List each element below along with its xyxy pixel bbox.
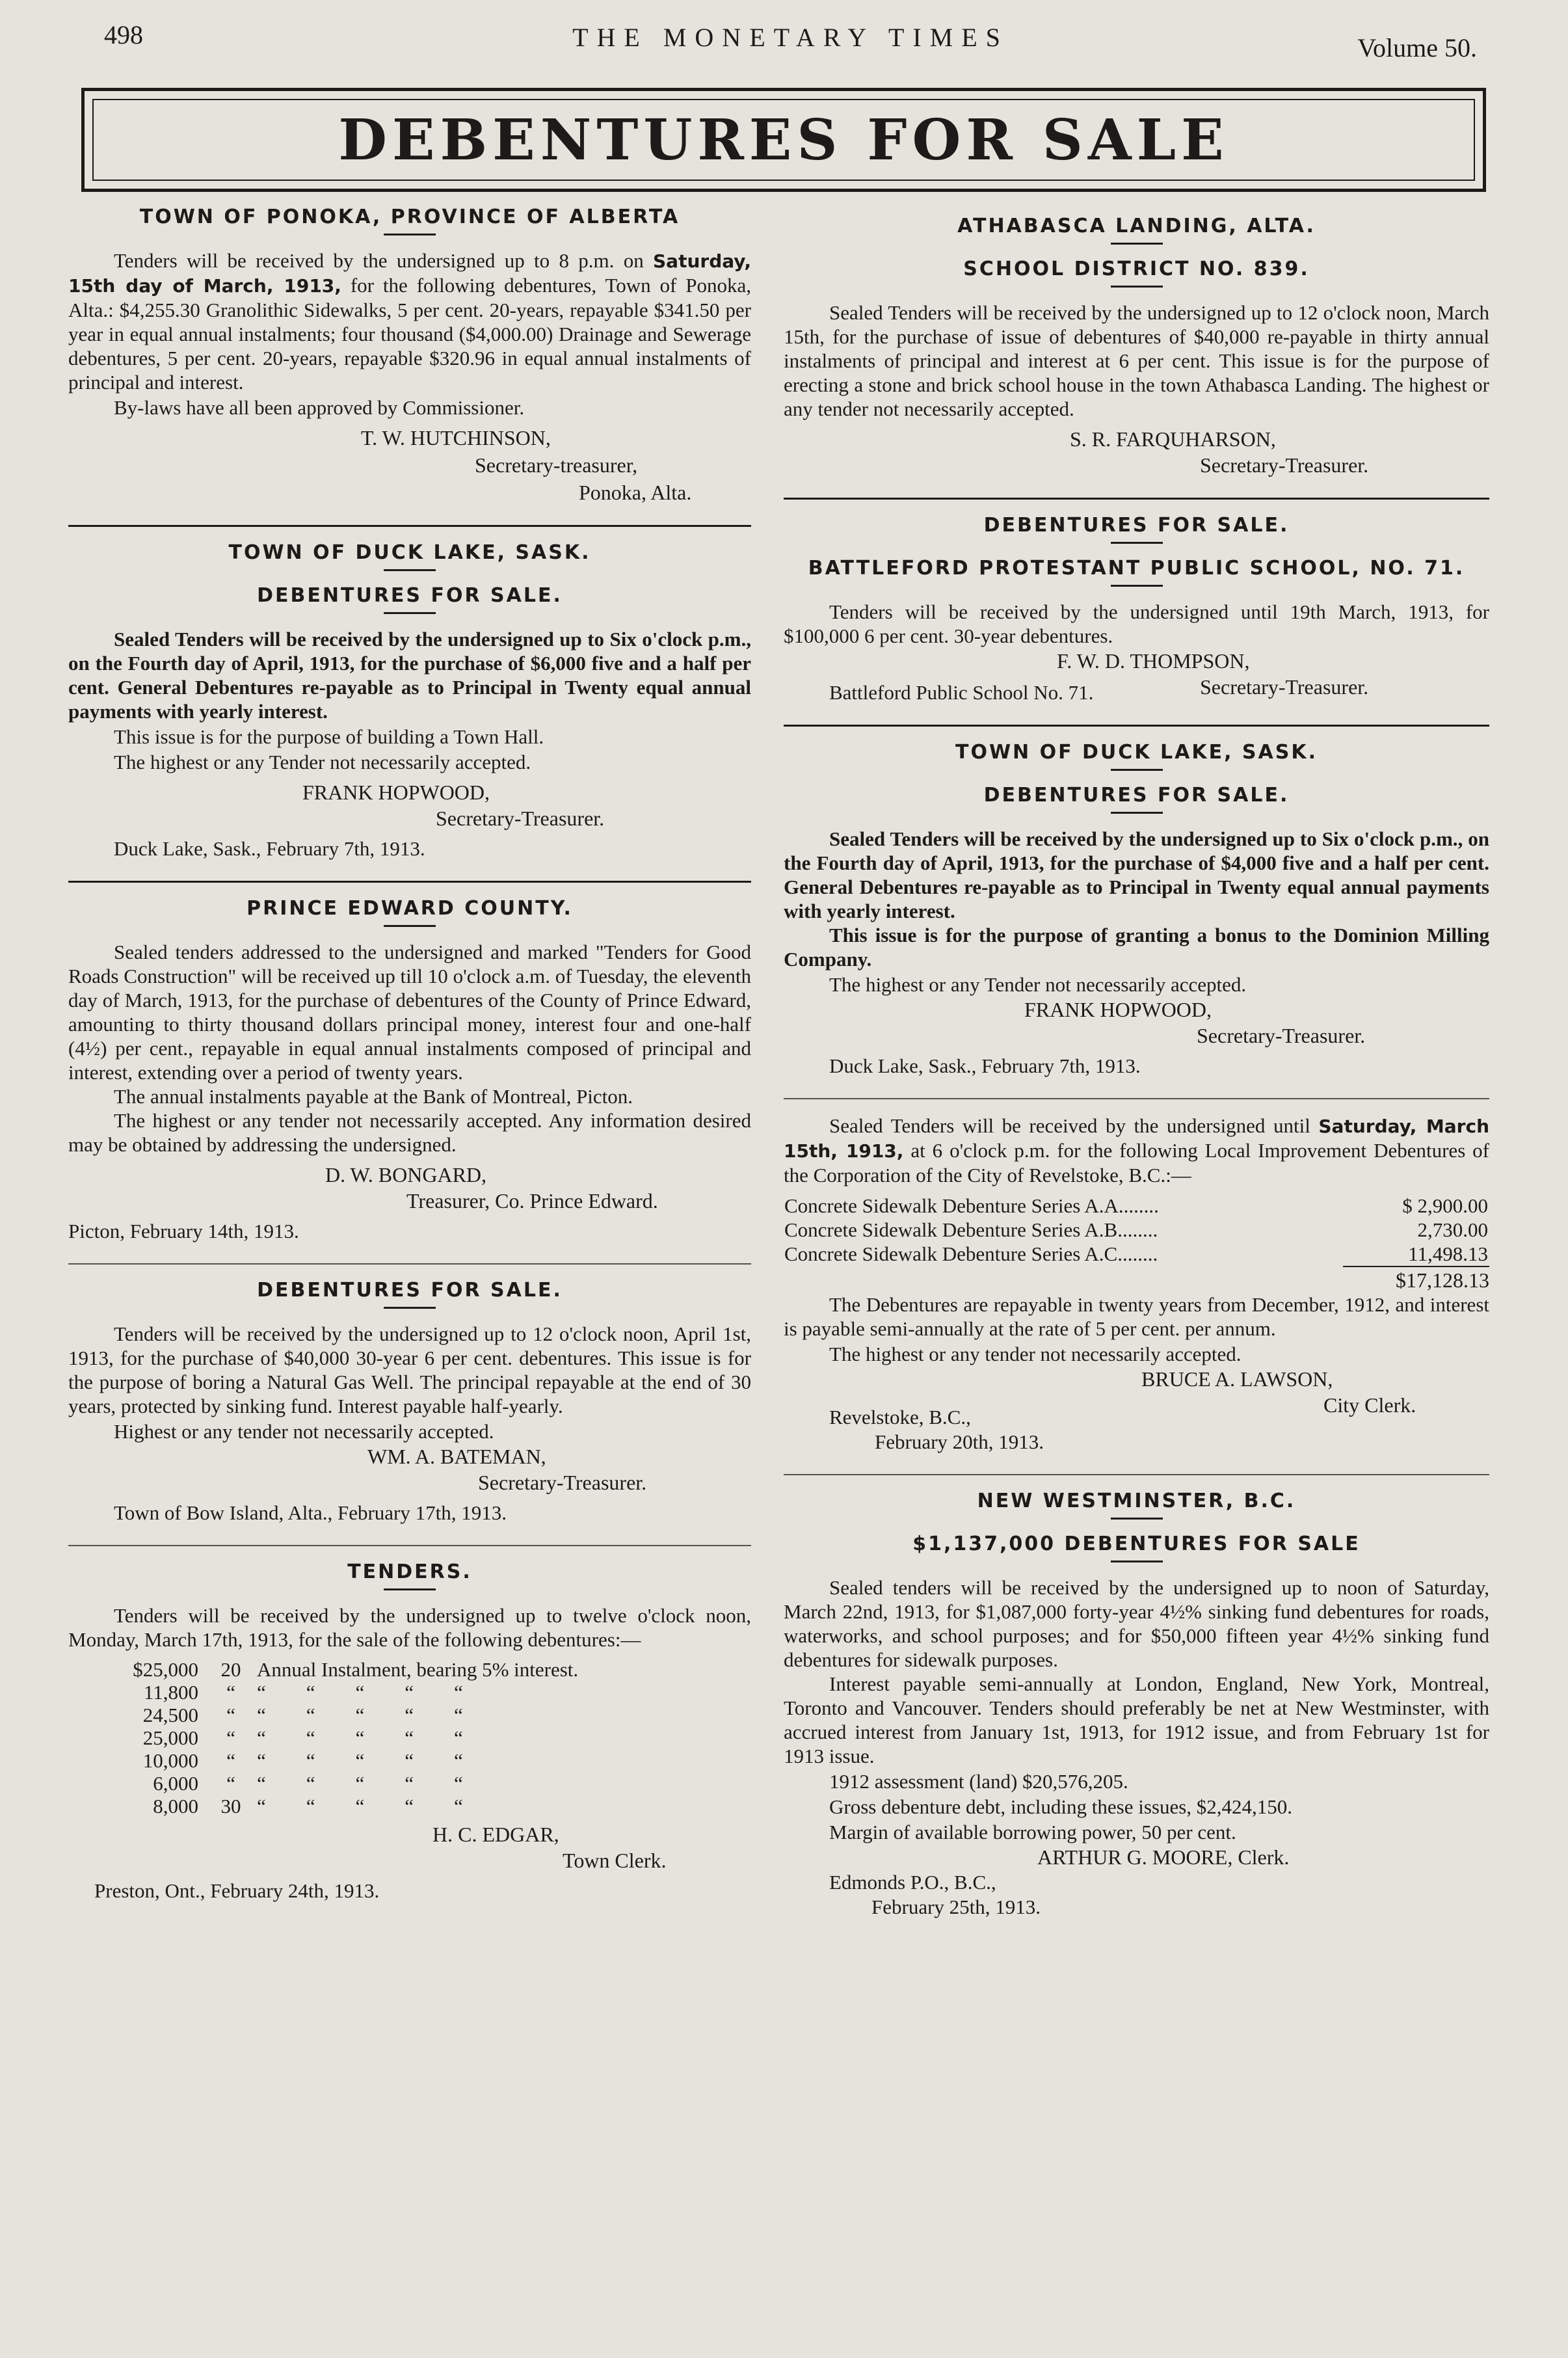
debenture-years: 20 bbox=[220, 1658, 241, 1681]
signatory-name: S. R. FARQUHARSON, bbox=[1070, 427, 1276, 451]
notice-heading: DEBENTURES FOR SALE. bbox=[257, 1279, 563, 1302]
notice-place-date: Town of Bow Island, Alta., February 17th, 1913. bbox=[114, 1501, 507, 1524]
left-column bbox=[68, 195, 751, 2303]
divider-dash bbox=[384, 1588, 436, 1590]
signatory-name: FRANK HOPWOOD, bbox=[302, 781, 490, 804]
divider-dash bbox=[384, 1307, 436, 1309]
notice-heading: NEW WESTMINSTER, B.C. bbox=[977, 1490, 1296, 1512]
divider-dash bbox=[1111, 1518, 1163, 1520]
signatory-title: Secretary-Treasurer. bbox=[1200, 675, 1369, 699]
section-banner-inner bbox=[92, 99, 1475, 181]
divider-dash bbox=[1111, 1561, 1163, 1562]
divider-dash bbox=[384, 234, 436, 235]
notice-paragraph: Tenders will be received by the undersigned up to twelve o'clock noon, Monday, March 17th, 1913, for the sale of the following debentures:— bbox=[68, 1604, 751, 1651]
signatory-title: Secretary-Treasurer. bbox=[1197, 1024, 1366, 1047]
series-row bbox=[784, 1194, 1489, 1218]
notice-heading: TOWN OF PONOKA, PROVINCE OF ALBERTA bbox=[139, 206, 680, 228]
debenture-terms: “ “ “ “ “ bbox=[257, 1681, 463, 1704]
divider-dash bbox=[1111, 542, 1163, 544]
publication-title: THE MONETARY TIMES bbox=[572, 23, 1009, 52]
signatory-place: Ponoka, Alta. bbox=[579, 481, 692, 504]
notice-paragraph: Tenders will be received by the undersigned until 19th March, 1913, for $100,000 6 per cent. 30-year debentures. bbox=[784, 600, 1489, 647]
notice-duck-lake-2 bbox=[784, 741, 1489, 1079]
running-header bbox=[91, 20, 1490, 65]
debenture-list bbox=[114, 1658, 578, 1817]
notice-heading: PRINCE EDWARD COUNTY. bbox=[246, 897, 573, 920]
volume-label: Volume 50. bbox=[1357, 33, 1477, 62]
notice-paragraph: Sealed Tenders will be received by the undersigned up to Six o'clock p.m., on the Fourth day of April, 1913, for the purchase of $4,000 five and a half per cent. General Debentures re-payable as to Principal in Twenty equal annual payments with yearly interest. bbox=[784, 827, 1489, 922]
notice-heading: TOWN OF DUCK LAKE, SASK. bbox=[955, 741, 1318, 764]
debenture-row bbox=[114, 1681, 578, 1704]
notice-paragraph: The Debentures are repayable in twenty years from December, 1912, and interest is payable semi-annually at the rate of 5 per cent. per annum. bbox=[784, 1293, 1489, 1340]
section-rule bbox=[68, 525, 751, 527]
signatory-title: Town Clerk. bbox=[563, 1849, 667, 1872]
notice-paragraph: This issue is for the purpose of building a Town Hall. bbox=[114, 725, 544, 748]
signatory-title: City Clerk. bbox=[1323, 1393, 1416, 1417]
notice-place-date: Duck Lake, Sask., February 7th, 1913. bbox=[114, 837, 425, 860]
divider-dash bbox=[1111, 243, 1163, 245]
debenture-amount: 25,000 bbox=[142, 1726, 198, 1749]
date-emphasis: Saturday, 15th day of March, 1913, bbox=[68, 250, 751, 297]
notice-paragraph: The highest or any tender not necessarily accepted. bbox=[829, 1343, 1242, 1365]
notice-battleford bbox=[784, 514, 1489, 705]
notice-paragraph: The highest or any Tender not necessarily accepted. bbox=[114, 751, 531, 773]
signatory-name: H. C. EDGAR, bbox=[432, 1823, 559, 1846]
notice-paragraph: Highest or any tender not necessarily accepted. bbox=[114, 1420, 494, 1443]
notice-heading: ATHABASCA LANDING, ALTA. bbox=[957, 215, 1316, 237]
debenture-series-list bbox=[784, 1194, 1489, 1266]
debenture-amount: 8,000 bbox=[153, 1795, 198, 1817]
notice-place: Edmonds P.O., B.C., bbox=[829, 1871, 996, 1894]
signatory-title: Secretary-treasurer, bbox=[475, 453, 638, 477]
debenture-years: “ bbox=[226, 1726, 235, 1749]
notice-paragraph bbox=[68, 248, 751, 394]
notice-paragraph: Sealed tenders addressed to the undersigned and marked "Tenders for Good Roads Construction" will be received up till 10 o'clock a.m. of Tuesday, the eleventh day of March, 1913, for the purchase of debentures of the County of Prince Edward, amounting to thirty thousand dollars principal money, interest four and one-half (4½) per cent., repayable in equal annual instalments composed of principal and interest, extending over a period of twenty years. bbox=[68, 941, 751, 1084]
debenture-row bbox=[114, 1772, 578, 1795]
notice-preston-tenders bbox=[68, 1561, 751, 1903]
notice-duck-lake bbox=[68, 541, 751, 861]
notice-paragraph: Sealed Tenders will be received by the undersigned up to 12 o'clock noon, March 15th, for the purchase of issue of debentures of $40,000 re-payable in thirty annual instalments of principal and interest at 6 per cent. This issue is for the purpose of erecting a stone and brick school house in the town Athabasca Landing. The highest or any tender not necessarily accepted. bbox=[784, 301, 1489, 420]
notice-paragraph: Sealed tenders will be received by the undersigned up to noon of Saturday, March 22nd, 1913, for $1,087,000 forty-year 4½% sinking fund debentures for roads, waterworks, and school purposes; and for $50,000 fifteen year 4½% sinking fund debentures for sidewalk purposes. bbox=[784, 1576, 1489, 1671]
series-value: 11,498.13 bbox=[1408, 1242, 1488, 1265]
series-label: Concrete Sidewalk Debenture Series A.C........ bbox=[784, 1242, 1158, 1265]
right-column bbox=[784, 195, 1489, 2303]
notice-place-date: Preston, Ont., February 24th, 1913. bbox=[94, 1879, 380, 1902]
series-value: $ 2,900.00 bbox=[1402, 1194, 1488, 1217]
notice-paragraph bbox=[784, 1114, 1489, 1187]
debenture-row bbox=[114, 1704, 578, 1726]
text-run: Tenders will be received by the undersigned up to 8 p.m. on bbox=[114, 249, 644, 272]
notice-prince-edward bbox=[68, 897, 751, 1244]
debenture-years: “ bbox=[226, 1772, 235, 1795]
series-row bbox=[784, 1218, 1489, 1242]
notice-heading: TOWN OF DUCK LAKE, SASK. bbox=[228, 541, 591, 564]
debenture-years: “ bbox=[226, 1704, 235, 1726]
divider-dash bbox=[1111, 812, 1163, 814]
section-rule bbox=[68, 1545, 751, 1546]
divider-dash bbox=[1111, 286, 1163, 288]
series-total: $17,128.13 bbox=[1343, 1266, 1489, 1293]
notice-subheading: $1,137,000 DEBENTURES FOR SALE bbox=[912, 1533, 1361, 1555]
notice-date: February 20th, 1913. bbox=[875, 1430, 1044, 1453]
debenture-terms: “ “ “ “ “ bbox=[257, 1726, 463, 1749]
notice-date: February 25th, 1913. bbox=[871, 1896, 1041, 1918]
notice-subheading: DEBENTURES FOR SALE. bbox=[257, 584, 563, 607]
debenture-terms: “ “ “ “ “ bbox=[257, 1749, 463, 1772]
signatory-name: D. W. BONGARD, bbox=[325, 1163, 487, 1186]
notice-place-date: Picton, February 14th, 1913. bbox=[68, 1220, 299, 1242]
debenture-amount: 24,500 bbox=[142, 1704, 198, 1726]
notice-heading: DEBENTURES FOR SALE. bbox=[983, 514, 1290, 537]
divider-dash bbox=[1111, 769, 1163, 771]
divider-dash bbox=[384, 612, 436, 614]
notice-paragraph: Margin of available borrowing power, 50 per cent. bbox=[829, 1821, 1236, 1843]
debenture-terms: “ “ “ “ “ bbox=[257, 1772, 463, 1795]
debenture-amount: $25,000 bbox=[133, 1658, 198, 1681]
notice-athabasca bbox=[784, 215, 1489, 478]
notice-place-date: Battleford Public School No. 71. bbox=[829, 681, 1094, 704]
notice-subheading: BATTLEFORD PROTESTANT PUBLIC SCHOOL, NO. 71. bbox=[808, 557, 1465, 580]
debenture-terms: “ “ “ “ “ bbox=[257, 1704, 463, 1726]
notice-paragraph: The annual instalments payable at the Bank of Montreal, Picton. bbox=[114, 1085, 633, 1108]
debenture-terms: Annual Instalment, bearing 5% interest. bbox=[257, 1658, 579, 1681]
banner-title: DEBENTURES FOR SALE bbox=[338, 107, 1229, 173]
debenture-amount: 6,000 bbox=[153, 1772, 198, 1795]
section-rule bbox=[784, 1098, 1489, 1099]
series-label: Concrete Sidewalk Debenture Series A.B........ bbox=[784, 1218, 1158, 1241]
notice-bow-island bbox=[68, 1279, 751, 1525]
signatory-name: FRANK HOPWOOD, bbox=[1024, 998, 1212, 1021]
debenture-years: 30 bbox=[220, 1795, 241, 1817]
signatory-name: F. W. D. THOMPSON, bbox=[1057, 649, 1250, 673]
notice-revelstoke bbox=[784, 1114, 1489, 1454]
signatory-name: BRUCE A. LAWSON, bbox=[1141, 1367, 1333, 1391]
signatory-title: Secretary-Treasurer. bbox=[1200, 453, 1369, 477]
series-row bbox=[784, 1242, 1489, 1266]
signatory-name: WM. A. BATEMAN, bbox=[367, 1445, 546, 1468]
debenture-years: “ bbox=[226, 1749, 235, 1772]
debenture-years: “ bbox=[226, 1681, 235, 1704]
notice-paragraph: Interest payable semi-annually at London, England, New York, Montreal, Toronto and Vancouver. Tenders should preferably be net at New Westminster, with accrued interest from January 1st, 1913, for 1912 issue, and from February 1st for 1913 issue. bbox=[784, 1672, 1489, 1767]
notice-new-westminster bbox=[784, 1490, 1489, 1920]
debenture-amount: 10,000 bbox=[142, 1749, 198, 1772]
section-rule bbox=[784, 1474, 1489, 1475]
series-label: Concrete Sidewalk Debenture Series A.A........ bbox=[784, 1194, 1159, 1217]
date-emphasis: Saturday, March 15th, 1913, bbox=[784, 1116, 1490, 1162]
notice-paragraph: Tenders will be received by the undersigned up to 12 o'clock noon, April 1st, 1913, for the purchase of $40,000 30-year 6 per cent. debentures. This issue is for the purpose of boring a Natural Gas Well. The principal repayable at the end of 30 years, protected by sinking fund. Interest payable half-yearly. bbox=[68, 1322, 751, 1417]
debenture-row bbox=[114, 1726, 578, 1749]
section-rule bbox=[784, 725, 1489, 727]
notice-paragraph: 1912 assessment (land) $20,576,205. bbox=[829, 1770, 1128, 1793]
debenture-amount: 11,800 bbox=[143, 1681, 198, 1704]
divider-dash bbox=[384, 925, 436, 927]
notice-paragraph: Gross debenture debt, including these issues, $2,424,150. bbox=[829, 1795, 1293, 1818]
notice-paragraph: Sealed Tenders will be received by the undersigned up to Six o'clock p.m., on the Fourth day of April, 1913, for the purchase of $6,000 five and a half per cent. General Debentures re-payable as to Principal in Twenty equal annual payments with yearly interest. bbox=[68, 628, 751, 723]
divider-dash bbox=[384, 569, 436, 571]
text-run: Sealed Tenders will be received by the undersigned until bbox=[829, 1114, 1310, 1137]
notice-paragraph: By-laws have all been approved by Commissioner. bbox=[114, 396, 525, 419]
debenture-row bbox=[114, 1658, 578, 1681]
debenture-terms: “ “ “ “ “ bbox=[257, 1795, 463, 1817]
signatory-name: T. W. HUTCHINSON, bbox=[361, 426, 551, 449]
notice-paragraph: This issue is for the purpose of granting a bonus to the Dominion Milling Company. bbox=[784, 924, 1489, 971]
notice-paragraph: The highest or any tender not necessarily accepted. Any information desired may be obtained by addressing the undersigned. bbox=[68, 1109, 751, 1156]
text-run: for the following debentures, Town of Ponoka, Alta.: $4,255.30 Granolithic Sidewalks, 5 per cent. 20-years, repayable $341.50 per year in equal annual instalments; four thousand ($4,000.00) Drainage and Sewerage debentures, 5 per cent. 20-years, repayable $320.96 in equal annual instalments of principal and interest. bbox=[68, 274, 751, 394]
section-rule bbox=[784, 498, 1489, 500]
section-banner bbox=[81, 88, 1486, 192]
section-rule bbox=[68, 881, 751, 883]
debenture-row bbox=[114, 1749, 578, 1772]
notice-ponoka bbox=[68, 206, 751, 505]
notice-heading: TENDERS. bbox=[347, 1561, 472, 1583]
section-rule bbox=[68, 1263, 751, 1265]
divider-dash bbox=[1111, 585, 1163, 587]
notice-place-date: Duck Lake, Sask., February 7th, 1913. bbox=[829, 1054, 1141, 1077]
signatory-name: ARTHUR G. MOORE, Clerk. bbox=[1037, 1845, 1290, 1869]
signatory-title: Secretary-Treasurer. bbox=[478, 1471, 647, 1494]
notice-paragraph: The highest or any Tender not necessarily accepted. bbox=[829, 973, 1247, 996]
signatory-title: Secretary-Treasurer. bbox=[436, 807, 605, 830]
notice-subheading: SCHOOL DISTRICT NO. 839. bbox=[963, 258, 1310, 280]
debenture-row bbox=[114, 1795, 578, 1817]
text-run: at 6 o'clock p.m. for the following Local Improvement Debentures of the Corporation of the City of Revelstoke, B.C.:— bbox=[784, 1139, 1490, 1186]
page-number: 498 bbox=[104, 20, 143, 49]
signatory-title: Treasurer, Co. Prince Edward. bbox=[406, 1189, 658, 1212]
notice-place: Revelstoke, B.C., bbox=[829, 1406, 971, 1428]
notice-subheading: DEBENTURES FOR SALE. bbox=[983, 784, 1290, 807]
series-value: 2,730.00 bbox=[1417, 1218, 1488, 1241]
